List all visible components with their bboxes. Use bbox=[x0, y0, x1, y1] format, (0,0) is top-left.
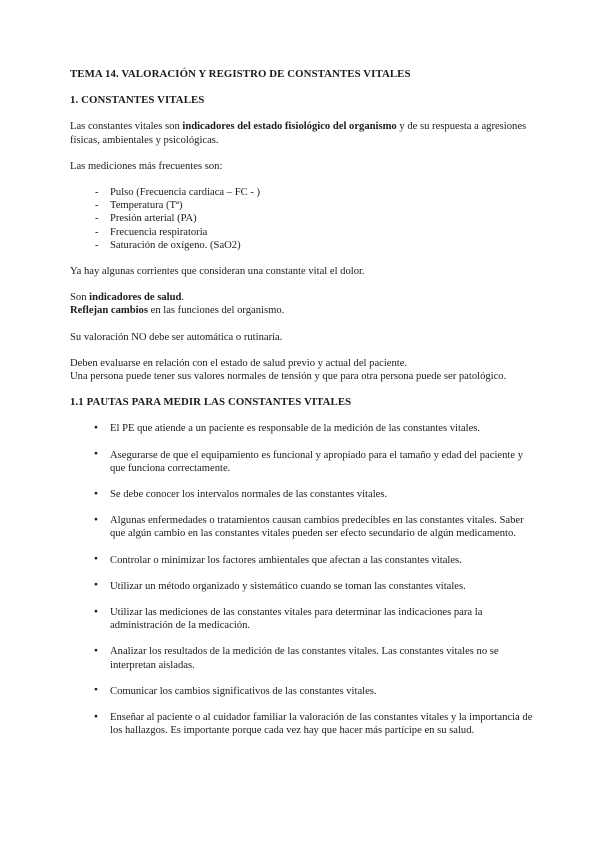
intro-paragraph: Las constantes vitales son indicadores del estado fisiológico del organismo y de su respuesta a agresiones físicas, ambientales y psicológicas. bbox=[70, 121, 527, 146]
vital-signs-list bbox=[70, 186, 534, 252]
guideline-item: ● Asegurarse de que el equipamiento es funcional y apropiado para el tamaño y edad del paciente y que funciona correctamente. bbox=[70, 449, 534, 475]
guideline-item: ● Algunas enfermedades o tratamientos causan cambios predecibles en las constantes vitales. Saber que algún cambio en las constantes vitales pueden ser efecto secundario de algún medicamento. bbox=[70, 514, 534, 540]
list-item-blood-pressure: - Presión arterial (PA) bbox=[70, 212, 534, 225]
section-1-1-heading: 1.1 PAUTAS PARA MEDIR LAS CONSTANTES VITALES bbox=[70, 396, 352, 409]
guideline-item: ● Utilizar un método organizado y sistemático cuando se toman las constantes vitales. bbox=[70, 580, 534, 593]
document-title: TEMA 14. VALORACIÓN Y REGISTRO DE CONSTANTES VITALES bbox=[70, 68, 411, 80]
list-item-oxygen-saturation: - Saturación de oxígeno. (SaO2) bbox=[70, 239, 534, 252]
measurements-intro: Las mediciones más frecuentes son: bbox=[70, 160, 223, 172]
guideline-item: ● El PE que atiende a un paciente es responsable de la medición de las constantes vitales. bbox=[70, 422, 534, 435]
evaluation-line-2: Una persona puede tener sus valores normales de tensión y que para otra persona puede ser patológico. bbox=[70, 371, 507, 383]
pain-paragraph: Ya hay algunas corrientes que consideran una constante vital el dolor. bbox=[70, 266, 365, 278]
reflect-changes-line: Reflejan cambios en las funciones del organismo. bbox=[70, 305, 285, 317]
list-item-respiratory-rate: - Frecuencia respiratoria bbox=[70, 226, 534, 239]
guideline-item: ● Enseñar al paciente o al cuidador familiar la valoración de las constantes vitales y la importancia de los hallazgos. Es importante porque cada vez hay que hacer más partícipe en su salud. bbox=[70, 711, 534, 737]
list-item-temperature: - Temperatura (Tª) bbox=[70, 199, 534, 212]
guideline-item: ● Se debe conocer los intervalos normales de las constantes vitales. bbox=[70, 488, 534, 501]
guideline-item: ● Analizar los resultados de la medición de las constantes vitales. Las constantes vitales no se interpretan aisladas. bbox=[70, 645, 534, 671]
section-1-heading: 1. CONSTANTES VITALES bbox=[70, 94, 205, 107]
evaluation-line-1: Deben evaluarse en relación con el estado de salud previo y actual del paciente. bbox=[70, 357, 408, 369]
health-indicators-line: Son indicadores de salud. bbox=[70, 292, 185, 304]
guideline-item: ● Comunicar los cambios significativos de las constantes vitales. bbox=[70, 685, 534, 698]
evaluation-paragraph bbox=[70, 357, 534, 383]
list-item-pulse: - Pulso (Frecuencia cardiaca – FC - ) bbox=[70, 186, 534, 199]
assessment-paragraph: Su valoración NO debe ser automática o rutinaria. bbox=[70, 331, 283, 343]
guidelines-list bbox=[70, 422, 534, 737]
guideline-item: ● Controlar o minimizar los factores ambientales que afectan a las constantes vitales. bbox=[70, 554, 534, 567]
health-indicators-paragraph bbox=[70, 291, 534, 317]
guideline-item: ● Utilizar las mediciones de las constantes vitales para determinar las indicaciones para la administración de la medicación. bbox=[70, 606, 534, 632]
